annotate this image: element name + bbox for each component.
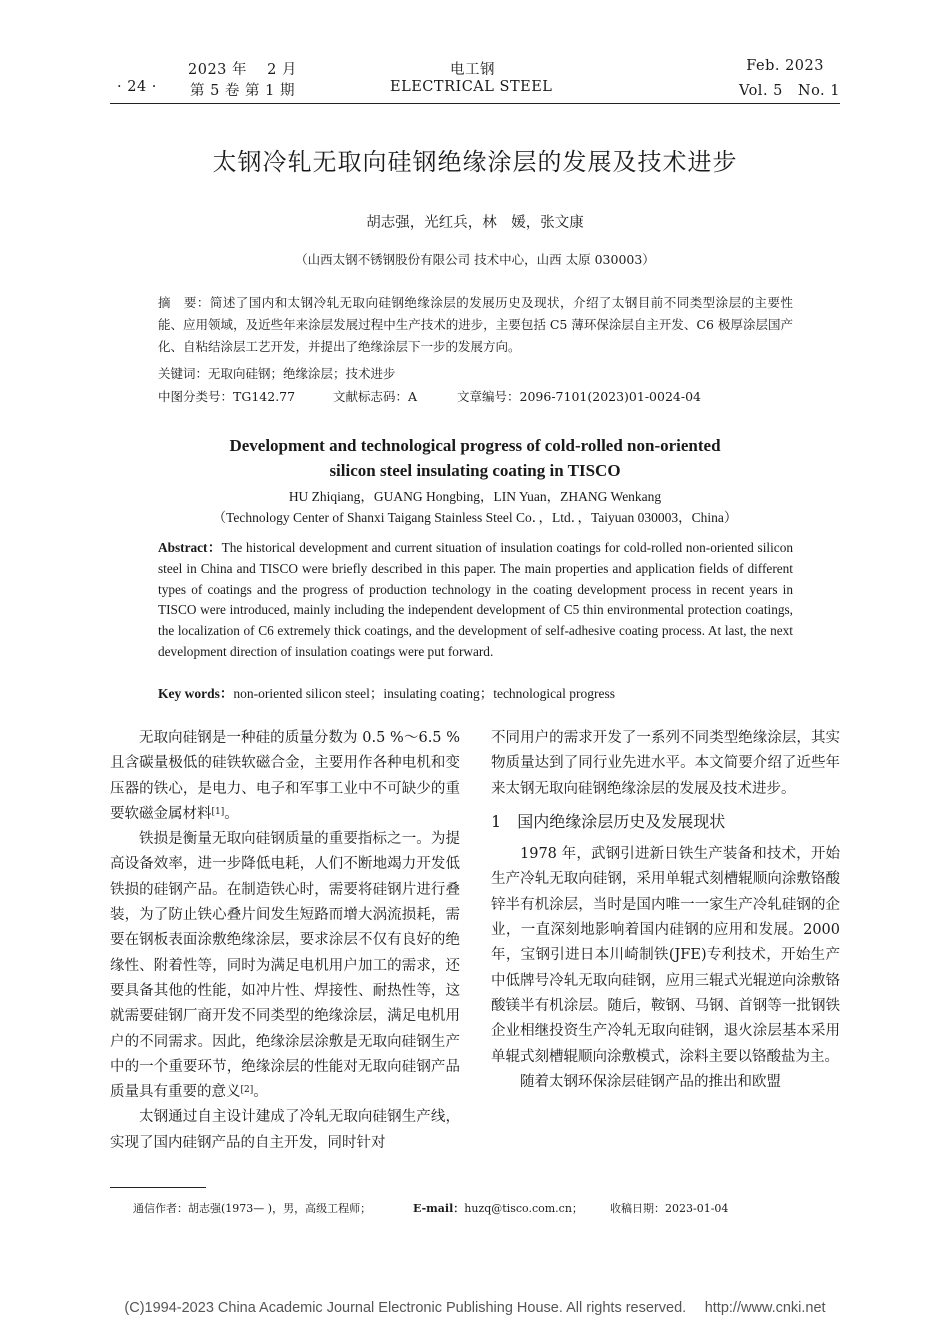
body-paragraph xyxy=(110,827,460,1105)
clc-label: 中图分类号： xyxy=(158,389,234,404)
footnote-author xyxy=(133,1200,371,1216)
clc-value: TG142.77 xyxy=(233,389,296,404)
abstract-cn xyxy=(158,292,793,358)
footnote-email xyxy=(413,1200,583,1216)
footnote-author-label: 通信作者： xyxy=(133,1202,188,1215)
affiliation-en: （Technology Center of Shanxi Taigang Stainless Steel Co．，Ltd．，Taiyuan 030003，China） xyxy=(212,510,738,525)
copyright-line: (C)1994-2023 China Academic Journal Electronic Publishing House. All rights reserved. http://www.cnki.net xyxy=(124,1300,826,1316)
authors-cn: 胡志强，光红兵，林 媛，张文康 xyxy=(366,215,584,231)
classification-line xyxy=(158,387,295,405)
body-right-column xyxy=(491,726,840,1095)
abstract-cn-text: 简述了国内和太钢冷轧无取向硅钢绝缘涂层的发展历史及现状，介绍了太钢目前不同类型涂层的主要性能、应用领域，及近些年来涂层发展过程中生产技术的进步，主要包括 C5 薄环保涂层自主开发、C6 极厚涂层国产化、自粘结涂层工艺开发，并提出了绝缘涂层下一步的发展方向。 xyxy=(158,295,793,354)
doc-code xyxy=(333,387,417,405)
footnote-email-text: huzq@tisco.com.cn； xyxy=(464,1202,583,1215)
section-number: 1 xyxy=(491,811,502,831)
doc-code-label: 文献标志码： xyxy=(333,389,409,404)
paragraph-end: 。 xyxy=(253,1084,268,1101)
article-number-label: 文章编号： xyxy=(457,389,520,404)
article-number-value: 2096-7101(2023)01-0024-04 xyxy=(519,389,701,404)
keywords-en-text: non-oriented silicon steel；insulating coating；technological progress xyxy=(233,686,616,701)
abstract-en xyxy=(158,538,793,663)
body-paragraph xyxy=(110,726,460,827)
footnote-author-text: 胡志强(1973— )，男，高级工程师； xyxy=(188,1202,372,1215)
header-journal-en: ELECTRICAL STEEL xyxy=(390,79,553,95)
title-cn: 太钢冷轧无取向硅钢绝缘涂层的发展及技术进步 xyxy=(212,148,738,176)
paragraph-text: 无取向硅钢是一种硅的质量分数为 0.5 %～6.5 %且含碳量极低的硅铁软磁合金，主要用作各种电机和变压器的铁心，是电力、电子和军事工业中不可缺少的重要软磁金属材料 xyxy=(110,730,460,822)
keywords-en xyxy=(158,682,615,702)
abstract-en-text: The historical development and current situation of insulation coatings for cold-rolled non-oriented silicon steel in China and TISCO were briefly described in this paper. The main properties and application fields of different types of coatings and the progress of production technology in the coating development process in recent years in TISCO were introduced, mainly including the independent development of C5 thin environmental protection coatings, the localization of C6 extremely thick coatings, and the development of self-adhesive coating process. At last, the next development direction of insulation coatings were put forward. xyxy=(158,540,793,659)
body-paragraph: 太钢通过自主设计建成了冷轧无取向硅钢生产线，实现了国内硅钢产品的自主开发，同时针对 xyxy=(110,1109,460,1151)
abstract-cn-label: 摘 要： xyxy=(158,295,210,310)
footnote-rule xyxy=(110,1187,206,1188)
affiliation-cn: （山西太钢不锈钢股份有限公司 技术中心，山西 太原 030003） xyxy=(295,252,655,267)
body-left-column xyxy=(110,726,460,1156)
header-volume-en: Vol. 5 No. 1 xyxy=(738,83,840,99)
title-en-line-2: silicon steel insulating coating in TISCO xyxy=(329,461,621,480)
keywords-cn-text: 无取向硅钢；绝缘涂层；技术进步 xyxy=(208,366,396,381)
abstract-en-label: Abstract： xyxy=(158,540,222,555)
header-volume-cn: 第 5 卷 第 1 期 xyxy=(190,83,295,99)
citation-ref: [1] xyxy=(211,806,225,817)
section-heading xyxy=(491,809,840,834)
header-journal-cn: 电工钢 xyxy=(450,62,495,78)
footnote-received-label: 收稿日期： xyxy=(610,1202,665,1215)
footnote-received-text: 2023-01-04 xyxy=(665,1202,729,1215)
body-paragraph-continued: 不同用户的需求开发了一系列不同类型绝缘涂层，其实物质量达到了同行业先进水平。本文简要介绍了近些年来太钢无取向硅钢绝缘涂层的发展及技术进步。 xyxy=(491,730,840,797)
paragraph-end: 。 xyxy=(224,805,239,822)
body-paragraph: 1978 年，武钢引进新日铁生产装备和技术，开始生产冷轧无取向硅钢，采用单辊式刻槽辊顺向涂敷铬酸锌半有机涂层，当时是国内唯一一家生产冷轧硅钢的企业，一直深刻地影响着国内硅钢的应用和发展。2000 年，宝钢引进日本川崎制铁(JFE)专利技术，开始生产中低牌号冷轧无取向硅钢，应用三辊式光辊逆向涂敷铬酸镁半有机涂层。随后，鞍钢、马钢、首钢等一批钢铁企业相继投资生产冷轧无取向硅钢，退火涂层基本采用单辊式刻槽辊顺向涂敷模式，涂料主要以铬酸盐为主。 xyxy=(491,846,840,1065)
doc-code-value: A xyxy=(408,389,418,404)
keywords-en-label: Key words： xyxy=(158,686,234,701)
header-rule xyxy=(110,103,840,104)
paragraph-text: 铁损是衡量无取向硅钢质量的重要指标之一。为提高设备效率，进一步降低电耗，人们不断地竭力开发低铁损的硅钢产品。在制造铁心时，需要将硅钢片进行叠装，为了防止铁心叠片间发生短路而增大涡流损耗，需要在钢板表面涂敷绝缘涂层，要求涂层不仅有良好的绝缘性、附着性等，同时为满足电机用户加工的需求，还要具备其他的性能，如冲片性、焊接性、耐热性等，这就需要硅钢厂商开发不同类型的绝缘涂层，满足电机用户的不同需求。因此，绝缘涂层涂敷是无取向硅钢生产中的一个重要环节，绝缘涂层的性能对无取向硅钢产品质量具有重要的意义 xyxy=(110,831,460,1101)
footnote-received xyxy=(610,1200,728,1216)
header-date-en: Feb. 2023 xyxy=(746,58,824,74)
footnote-email-label: E-mail： xyxy=(413,1202,465,1215)
body-paragraph: 随着太钢环保涂层硅钢产品的推出和欧盟 xyxy=(520,1073,781,1090)
citation-ref: [2] xyxy=(240,1085,254,1096)
authors-en: HU Zhiqiang，GUANG Hongbing，LIN Yuan，ZHANG Wenkang xyxy=(288,489,662,504)
keywords-cn xyxy=(158,364,396,382)
keywords-cn-label: 关键词： xyxy=(158,366,209,381)
title-en-line-1: Development and technological progress of cold-rolled non-oriented xyxy=(229,436,721,455)
header-date-cn: 2023 年 2 月 xyxy=(188,62,297,78)
header-page-number: · 24 · xyxy=(117,79,157,95)
article-number xyxy=(457,387,701,405)
section-title: 国内绝缘涂层历史及发展现状 xyxy=(517,811,726,831)
